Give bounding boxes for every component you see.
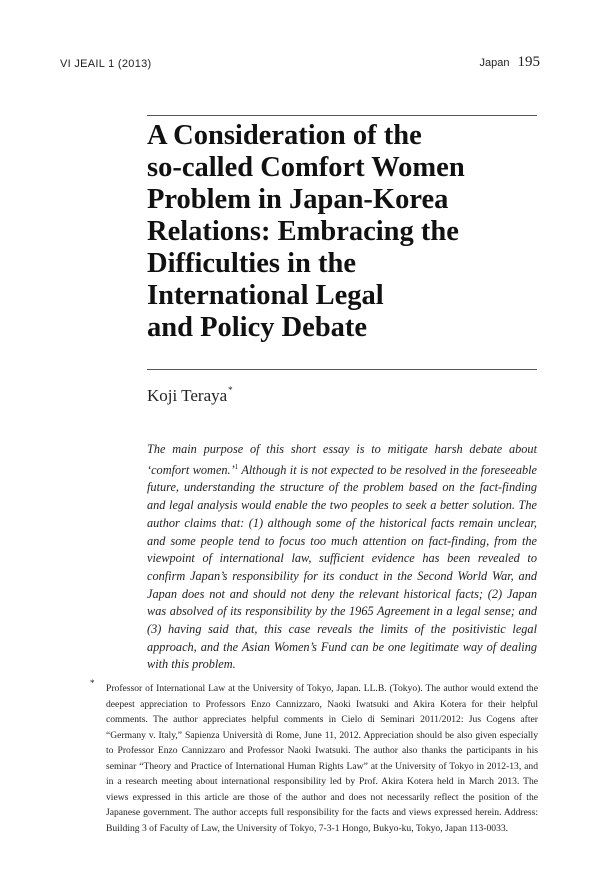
title-bottom-rule xyxy=(147,369,537,370)
author-name: Koji Teraya xyxy=(147,386,228,405)
page-number: 195 xyxy=(517,54,540,70)
abstract-text: Although it is not expected to be resolved in the foreseeable future, understanding the structure of the problem based on the fact-finding and legal analysis would enable the two peoples to seek a better solution. The author claims that: (1) although some of the historical facts remain unclear, and some people tend to focus too much attention on fact-finding, from the viewpoint of international law, sufficient evidence has been revealed to confirm Japan’s responsibility for its conduct in the Second World War, and Japan does not and should not deny the relevant historical facts; (2) Japan was absolved of its responsibility by the 1965 Agreement in a legal sense; and (3) having said that, this case reveals the limits of the positivistic legal approach, and the Asian Women’s Fund can be one legitimate way of dealing with this problem. xyxy=(147,462,537,672)
abstract xyxy=(147,441,537,674)
title-line: Relations: Embracing the xyxy=(147,216,459,247)
title-line: Problem in Japan-Korea xyxy=(147,184,449,215)
author-footnote: Professor of International Law at the University of Tokyo, Japan. LL.B. (Tokyo). The author would extend the deepest appreciation to Professors Enzo Cannizzaro, Naoki Iwatsuki and Akira Kotera for their helpful comments. The author appreciates helpful comments in Cielo di Seminari 2011/2012: Jus Cogens after “Germany v. Italy,” Sapienza Università di Rome, June 11, 2012. Appreciation should be also given especially to Professor Enzo Cannizzaro and Professor Naoki Iwatsuki. The author also thanks the participants in his seminar “Theory and Practice of International Human Rights Law” at the University of Tokyo in 2012-13, and in a research meeting about international responsibility led by Prof. Akira Kotera held in March 2013. The views expressed in this article are those of the author and does not necessarily reflect the position of the Japanese government. The author accepts full responsibility for the facts and views expressed herein. Address: Building 3 of Faculty of Law, the University of Tokyo, 7-3-1 Hongo, Bukyo-ku, Tokyo, Japan 113-0033. xyxy=(106,683,538,834)
title-line: International Legal xyxy=(147,280,384,311)
author-footnote-mark[interactable]: * xyxy=(228,385,233,395)
title-line: A Consideration of the xyxy=(147,120,422,151)
running-header-right xyxy=(480,54,540,71)
author-byline xyxy=(147,385,233,406)
abstract-note-mark[interactable]: 1 xyxy=(234,462,239,471)
title-top-rule xyxy=(147,115,537,116)
abstract-text: The main purpose of this short essay is to mitigate harsh debate about ‘comfort women.’ xyxy=(147,442,537,477)
footnote-mark: * xyxy=(90,678,95,688)
article-title xyxy=(147,120,547,344)
running-header-journal: VI JEAIL 1 (2013) xyxy=(60,58,152,70)
title-line: and Policy Debate xyxy=(147,312,368,343)
running-header-section: Japan xyxy=(479,57,510,69)
title-line: Difficulties in the xyxy=(147,248,356,279)
title-line: so-called Comfort Women xyxy=(147,152,465,183)
